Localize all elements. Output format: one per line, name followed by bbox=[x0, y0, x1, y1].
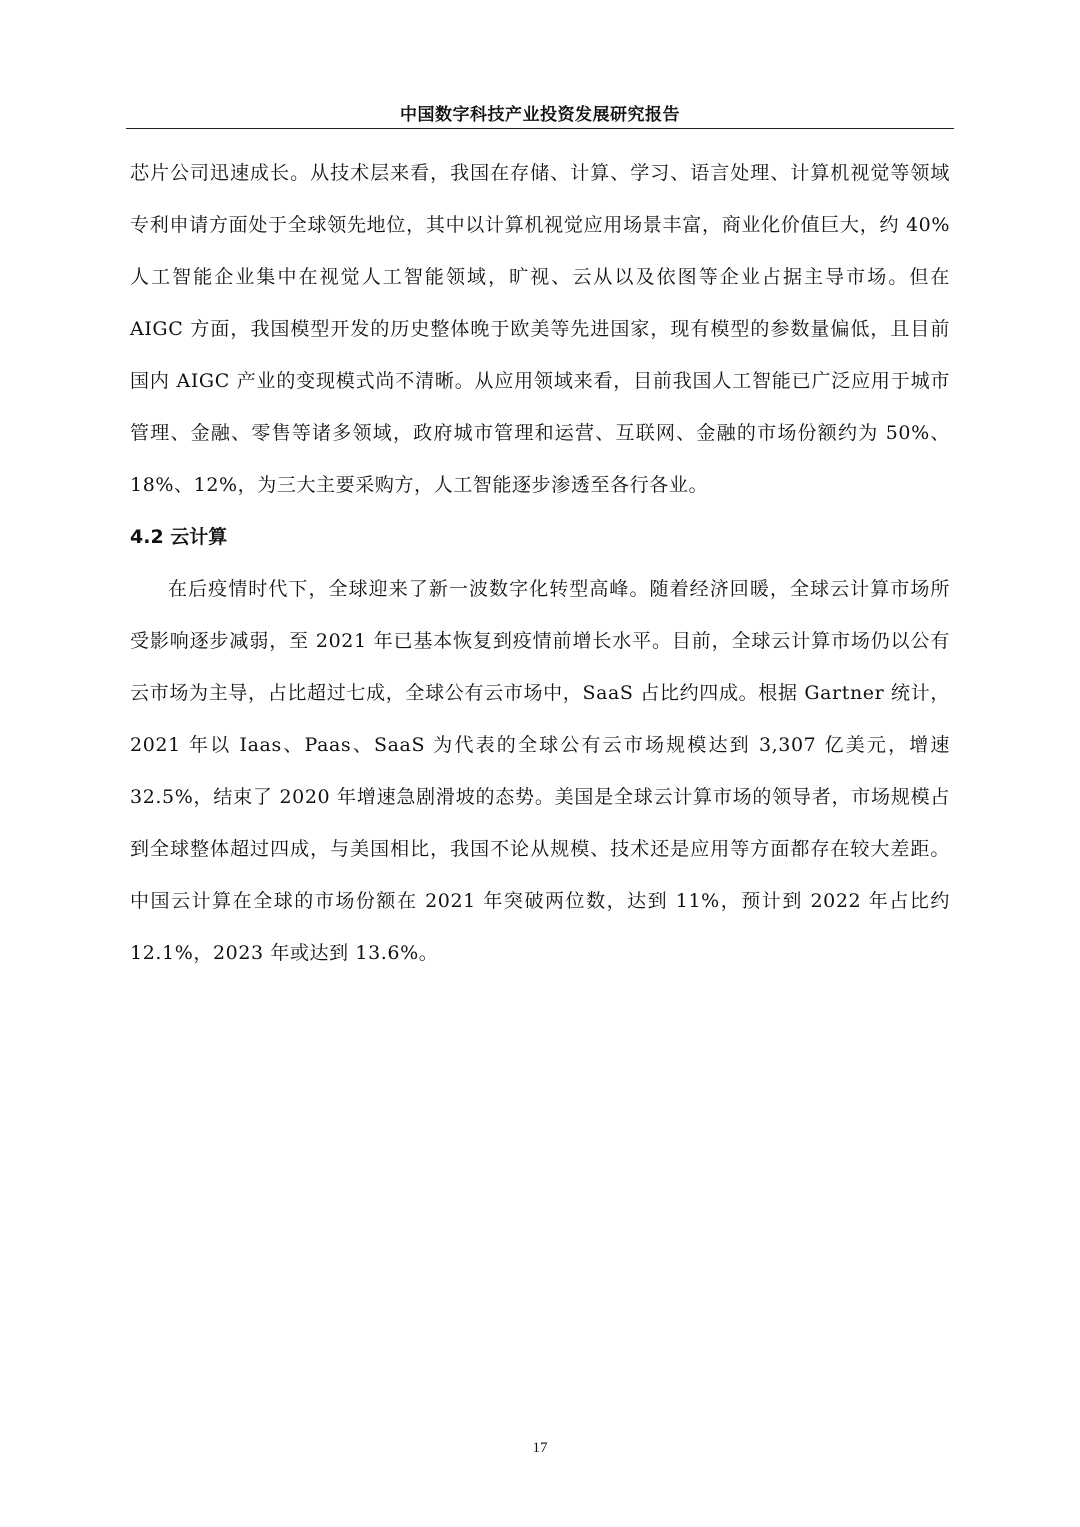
section-heading-cloud-computing: 4.2 云计算 bbox=[130, 526, 228, 548]
body-paragraph-continued: 芯片公司迅速成长。从技术层来看，我国在存储、计算、学习、语言处理、计算机视觉等领域专利申请方面处于全球领先地位，其中以计算机视觉应用场景丰富，商业化价值巨大，约 40%人工智能企业集中在视觉人工智能领域，旷视、云从以及依图等企业占据主导市场。但在 AIGC 方面，我国模型开发的历史整体晚于欧美等先进国家，现有模型的参数量偏低，且目前国内 AIGC 产业的变现模式尚不清晰。从应用领域来看，目前我国人工智能已广泛应用于城市管理、金融、零售等诸多领域，政府城市管理和运营、互联网、金融的市场份额约为 50%、18%、12%，为三大主要采购方，人工智能逐步渗透至各行各业。 bbox=[130, 162, 950, 496]
body-content bbox=[130, 147, 950, 979]
header-divider bbox=[126, 128, 954, 129]
running-header-title: 中国数字科技产业投资发展研究报告 bbox=[400, 105, 680, 125]
body-paragraph-cloud-computing: 在后疫情时代下，全球迎来了新一波数字化转型高峰。随着经济回暖，全球云计算市场所受影响逐步减弱，至 2021 年已基本恢复到疫情前增长水平。目前，全球云计算市场仍以公有云市场为主导，占比超过七成，全球公有云市场中，SaaS 占比约四成。根据 Gartner 统计，2021 年以 Iaas、Paas、SaaS 为代表的全球公有云市场规模达到 3,307 亿美元，增速 32.5%，结束了 2020 年增速急剧滑坡的态势。美国是全球云计算市场的领导者，市场规模占到全球整体超过四成，与美国相比，我国不论从规模、技术还是应用等方面都存在较大差距。中国云计算在全球的市场份额在 2021 年突破两位数，达到 11%，预计到 2022 年占比约 12.1%，2023 年或达到 13.6%。 bbox=[130, 578, 950, 964]
page-number: 17 bbox=[532, 1440, 548, 1456]
